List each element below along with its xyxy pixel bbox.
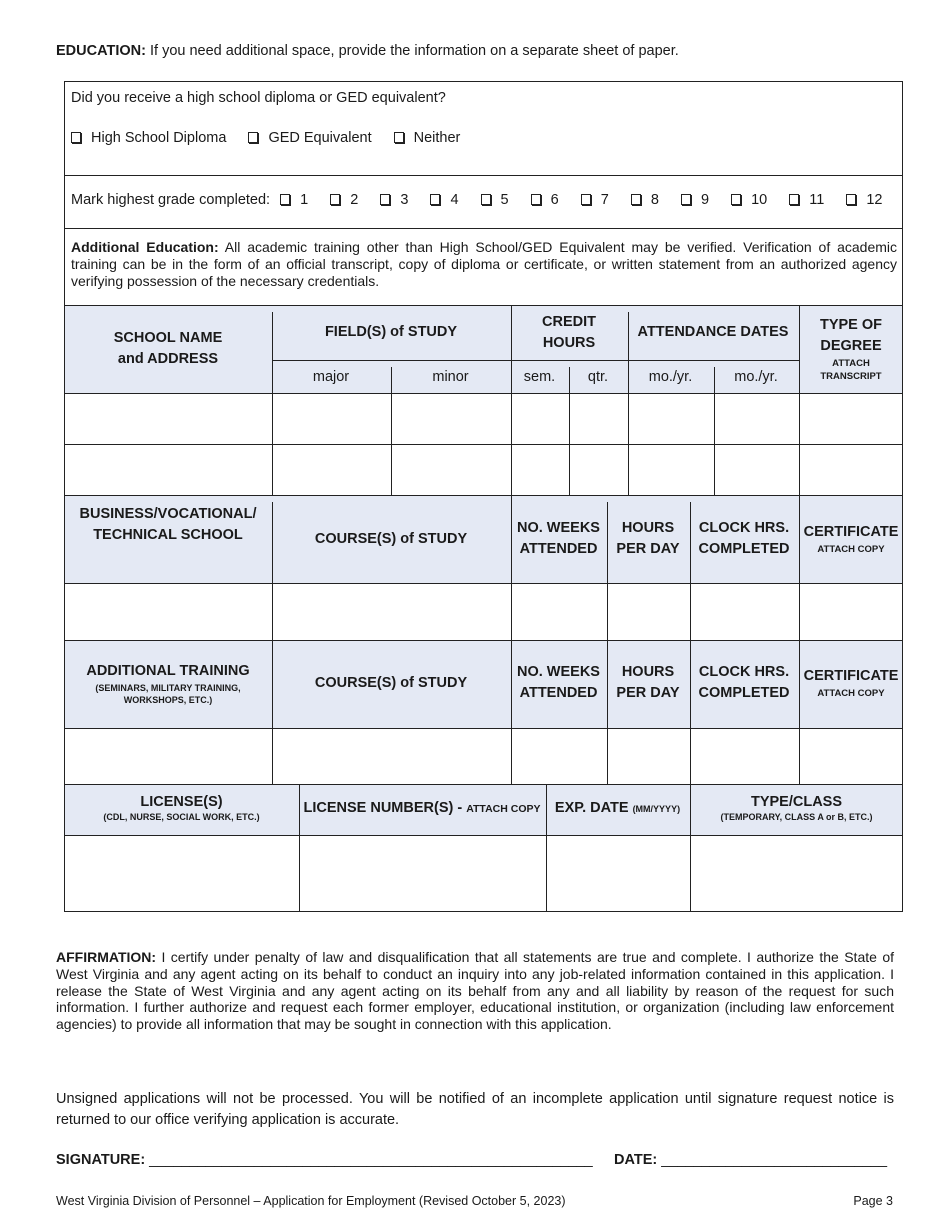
additional-education-text: Additional Education: All academic training other than High School/GED Equivalent may be verified. Verification of academic training can be in the form of an official transcript, copy of diploma or certificate, or written statement from an authorized agency verifying possession of the necessary credentials. bbox=[71, 239, 898, 289]
exp-date-header: EXP. DATE (MM/YYYY) bbox=[554, 800, 681, 816]
highest-grade-label: Mark highest grade completed: bbox=[71, 192, 271, 208]
type-of-degree-header: TYPE OF DEGREE ATTACH TRANSCRIPT bbox=[819, 317, 883, 382]
license-field[interactable] bbox=[65, 835, 298, 911]
diploma-options bbox=[71, 130, 478, 146]
grade-option[interactable]: 9 bbox=[681, 192, 709, 208]
vocational-clock-header: CLOCK HRS. COMPLETED bbox=[698, 520, 790, 557]
grade-option[interactable]: 4 bbox=[430, 192, 458, 208]
date-label: DATE: bbox=[614, 1152, 658, 1168]
qtr-subheader: qtr. bbox=[587, 368, 609, 385]
school-name-field[interactable] bbox=[65, 394, 271, 444]
grade-option[interactable]: 7 bbox=[581, 192, 609, 208]
checkbox-icon[interactable] bbox=[248, 132, 258, 143]
checkbox-icon[interactable] bbox=[531, 194, 541, 205]
training-hours-header: HOURS PER DAY bbox=[616, 664, 680, 701]
grade-option[interactable]: 3 bbox=[380, 192, 408, 208]
grade-option[interactable]: 11 bbox=[789, 192, 824, 208]
license-header: LICENSE(S) (CDL, NURSE, SOCIAL WORK, ETC.) bbox=[103, 794, 260, 822]
option-ged-equivalent[interactable]: GED Equivalent bbox=[248, 130, 371, 146]
grade-option[interactable]: 2 bbox=[330, 192, 358, 208]
education-label: EDUCATION: bbox=[56, 43, 146, 59]
school-name-header: SCHOOL NAME and ADDRESS bbox=[113, 330, 223, 367]
grade-option[interactable]: 10 bbox=[731, 192, 767, 208]
sem-subheader: sem. bbox=[523, 368, 556, 385]
date-field[interactable]: ____________________________ bbox=[657, 1152, 888, 1168]
grade-option[interactable]: 12 bbox=[846, 192, 882, 208]
page-number: Page 3 bbox=[853, 1194, 893, 1208]
education-intro bbox=[56, 43, 679, 59]
minor-subheader: minor bbox=[432, 368, 469, 385]
training-clock-header: CLOCK HRS. COMPLETED bbox=[698, 664, 790, 701]
vocational-school-header: BUSINESS/VOCATIONAL/ TECHNICAL SCHOOL bbox=[79, 506, 257, 543]
option-high-school-diploma[interactable]: High School Diploma bbox=[71, 130, 226, 146]
checkbox-icon[interactable] bbox=[681, 194, 691, 205]
grade-option[interactable]: 5 bbox=[481, 192, 509, 208]
signature-field[interactable]: _______________________________________________________ bbox=[145, 1152, 593, 1168]
school-name-field[interactable] bbox=[65, 445, 271, 494]
type-class-header: TYPE/CLASS (TEMPORARY, CLASS A or B, ETC.) bbox=[720, 794, 873, 822]
checkbox-icon[interactable] bbox=[481, 194, 491, 205]
checkbox-icon[interactable] bbox=[631, 194, 641, 205]
field-of-study-header: FIELD(S) of STUDY bbox=[324, 324, 458, 340]
license-number-field[interactable] bbox=[299, 835, 545, 911]
signature-row bbox=[56, 1152, 593, 1168]
checkbox-icon[interactable] bbox=[581, 194, 591, 205]
checkbox-icon[interactable] bbox=[280, 194, 290, 205]
training-course-header: COURSE(S) of STUDY bbox=[314, 674, 468, 691]
major-subheader: major bbox=[312, 368, 350, 385]
training-weeks-header: NO. WEEKS ATTENDED bbox=[517, 664, 600, 701]
checkbox-icon[interactable] bbox=[330, 194, 340, 205]
grade-option[interactable]: 1 bbox=[280, 192, 308, 208]
affirmation-text: AFFIRMATION: I certify under penalty of law and disqualification that all statements are true and complete. I authorize the State of West Virginia and any agent acting on its behalf to conduct an inquiry into any job-related information contained in this application. I release the State of West Virginia and any agent acting on its behalf from any and all liability by reason of the request for such information. I further authorize and request each former employer, educational institution, or organization (including law enforcement agencies) to provide all information that may be sought in connection with this application. bbox=[56, 949, 894, 1033]
vocational-hours-header: HOURS PER DAY bbox=[616, 520, 680, 557]
diploma-question: Did you receive a high school diploma or GED equivalent? bbox=[71, 90, 446, 106]
vocational-course-header: COURSE(S) of STUDY bbox=[314, 530, 468, 547]
checkbox-icon[interactable] bbox=[71, 132, 81, 143]
vocational-school-field[interactable] bbox=[65, 584, 271, 639]
training-certificate-header: CERTIFICATE ATTACH COPY bbox=[803, 668, 899, 699]
mo-yr-subheader: mo./yr. bbox=[648, 368, 693, 385]
signature-label: SIGNATURE: bbox=[56, 1152, 146, 1168]
checkbox-icon[interactable] bbox=[789, 194, 799, 205]
education-intro-text: If you need additional space, provide the information on a separate sheet of paper. bbox=[145, 43, 679, 59]
checkbox-icon[interactable] bbox=[394, 132, 404, 143]
additional-education-label: Additional Education: bbox=[71, 239, 219, 255]
checkbox-icon[interactable] bbox=[430, 194, 440, 205]
footer-text: West Virginia Division of Personnel – Application for Employment (Revised October 5, 2023) bbox=[56, 1194, 566, 1208]
type-class-field[interactable] bbox=[690, 835, 903, 911]
checkbox-icon[interactable] bbox=[846, 194, 856, 205]
vocational-certificate-header: CERTIFICATE ATTACH COPY bbox=[803, 524, 899, 555]
unsigned-notice: Unsigned applications will not be processed. You will be notified of an incomplete application until signature request notice is returned to our office verifying application is accurate. bbox=[56, 1091, 894, 1128]
exp-date-field[interactable] bbox=[546, 835, 689, 911]
grade-option[interactable]: 8 bbox=[631, 192, 659, 208]
checkbox-icon[interactable] bbox=[380, 194, 390, 205]
vocational-weeks-header: NO. WEEKS ATTENDED bbox=[517, 520, 600, 557]
highest-grade-row bbox=[71, 192, 883, 208]
credit-hours-header: CREDIT HOURS bbox=[542, 313, 596, 351]
grade-option[interactable]: 6 bbox=[531, 192, 559, 208]
additional-training-header: ADDITIONAL TRAINING (SEMINARS, MILITARY TRAINING, WORKSHOPS, ETC.) bbox=[86, 662, 250, 705]
attendance-dates-header: ATTENDANCE DATES bbox=[637, 324, 789, 340]
training-name-field[interactable] bbox=[65, 728, 271, 782]
license-number-header: LICENSE NUMBER(S) - ATTACH COPY bbox=[303, 800, 541, 816]
mo-yr-subheader: mo./yr. bbox=[734, 368, 778, 385]
affirmation-label: AFFIRMATION: bbox=[56, 949, 157, 965]
option-neither[interactable]: Neither bbox=[394, 130, 461, 146]
checkbox-icon[interactable] bbox=[731, 194, 741, 205]
date-row bbox=[614, 1152, 887, 1168]
